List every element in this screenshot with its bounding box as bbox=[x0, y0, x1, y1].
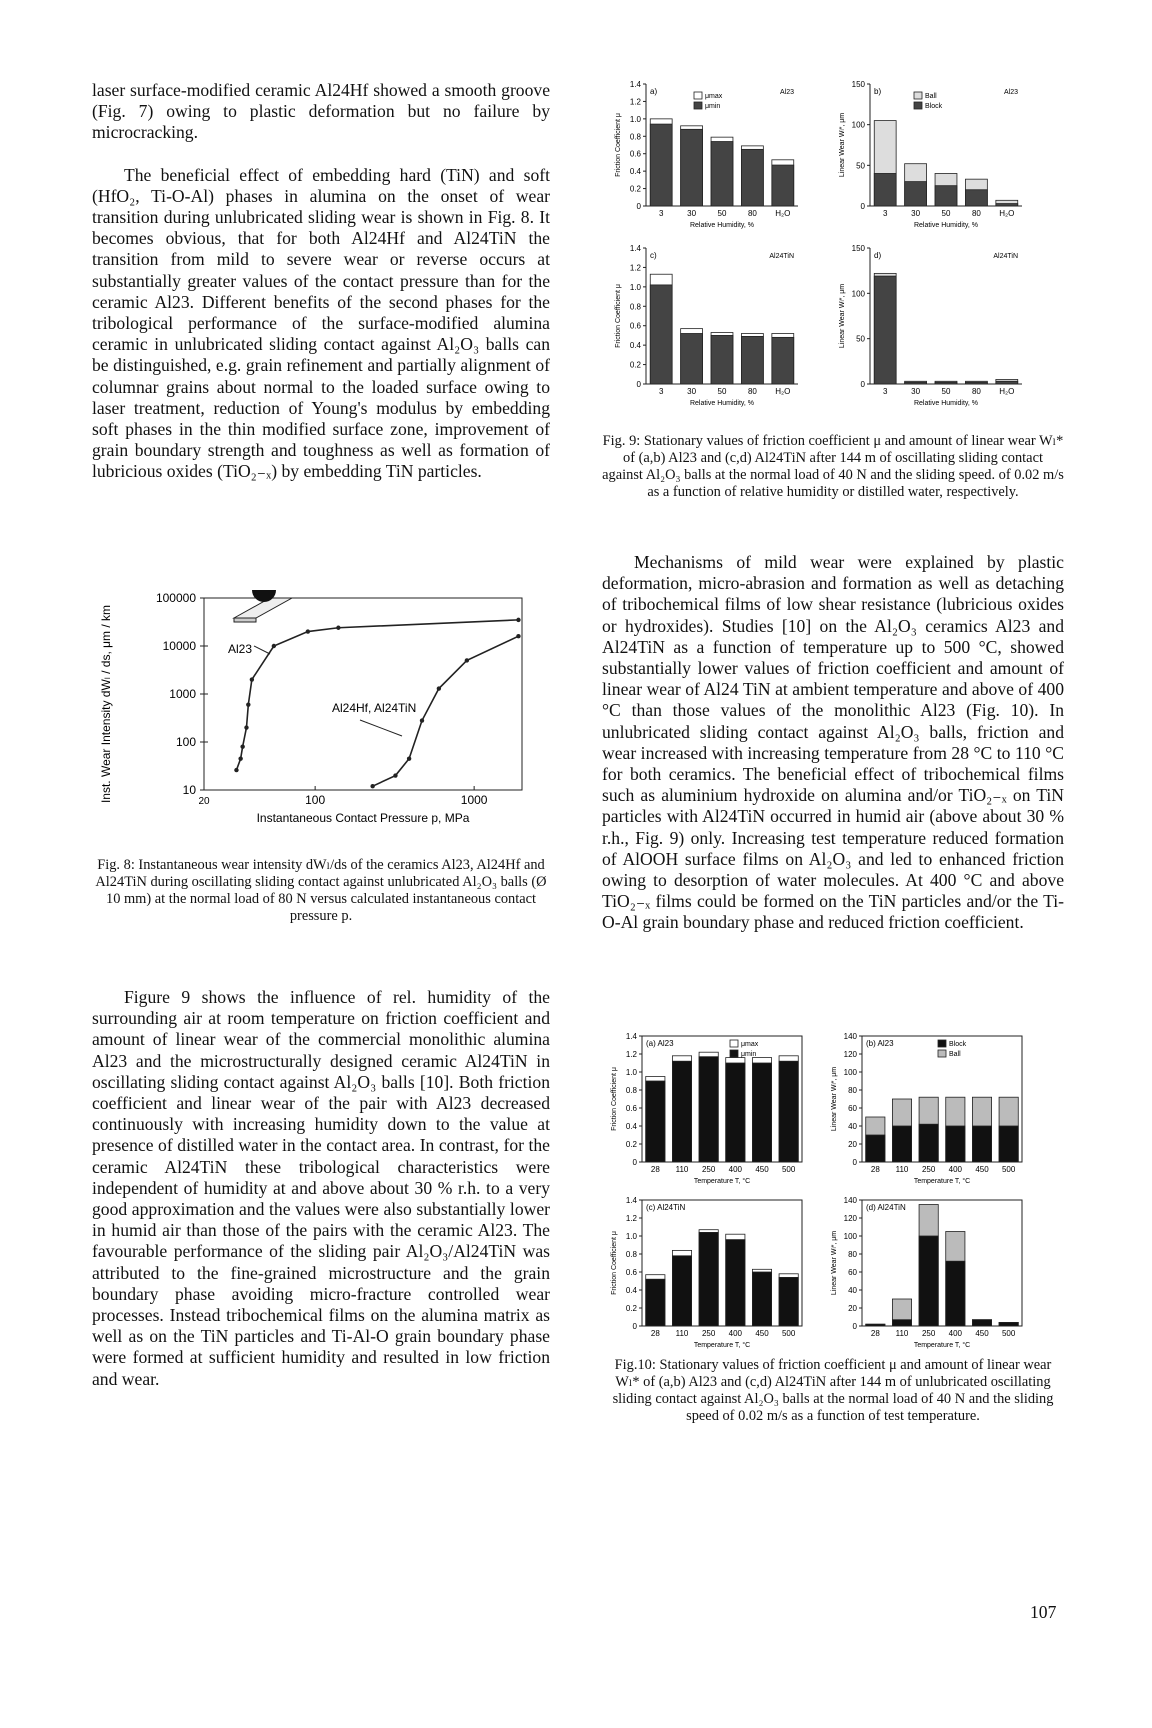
data-point bbox=[336, 626, 340, 630]
y-tick-label: 1.0 bbox=[629, 114, 641, 124]
x-tick-label: 3 bbox=[882, 387, 888, 396]
panel-label: a) bbox=[650, 87, 658, 96]
data-point bbox=[516, 618, 520, 622]
bar-lower bbox=[752, 1063, 771, 1162]
bar-lower bbox=[726, 1063, 745, 1162]
x-tick-label: 450 bbox=[975, 1165, 989, 1174]
y-tick-label: 0.2 bbox=[629, 360, 641, 370]
annotation-al24-leader bbox=[360, 720, 402, 736]
bar-lower bbox=[996, 204, 1018, 206]
x-tick-label: 250 bbox=[701, 1165, 716, 1174]
fig8-caption: Fig. 8: Instantaneous wear intensity dWₗ/ds of the ceramics Al23, Al24Hf and Al24TiN during oscillating sliding contact against unlubricated Al₂O₃ balls (Ø 10 mm) at the normal load of 80 N versus calculated instantaneous contact pressure p. bbox=[95, 857, 547, 924]
fig8-chart bbox=[92, 590, 562, 845]
y-tick-label: 0 bbox=[636, 202, 641, 211]
x-tick-label: 450 bbox=[755, 1165, 769, 1174]
bar-lower bbox=[741, 336, 763, 384]
data-point bbox=[250, 677, 254, 681]
y-tick-label: 140 bbox=[843, 1032, 857, 1041]
y-tick-label: 100 bbox=[851, 289, 865, 299]
y-tick-label: 120 bbox=[843, 1050, 857, 1059]
bar-lower bbox=[905, 182, 927, 206]
y-tick-label: 0 bbox=[632, 1158, 637, 1167]
data-point bbox=[420, 718, 424, 722]
page-number: 107 bbox=[1030, 1602, 1057, 1622]
x-axis-label: Relative Humidity, % bbox=[913, 222, 979, 229]
panel-label: (d) Al24TiN bbox=[866, 1203, 906, 1212]
x-tick-label: 500 bbox=[781, 1329, 796, 1338]
data-point bbox=[407, 756, 411, 760]
bar-lower bbox=[874, 173, 896, 206]
y-tick-label: 60 bbox=[848, 1104, 857, 1113]
x-axis-label: Relative Humidity, % bbox=[913, 400, 979, 407]
legend-swatch bbox=[938, 1050, 946, 1057]
legend-label: Ball bbox=[925, 93, 937, 100]
x-tick-label: 30 bbox=[687, 209, 697, 218]
x-tick-label: H₂O bbox=[775, 387, 791, 396]
y-axis-label: Linear Wear Wₗ*, μm bbox=[839, 112, 846, 178]
bar-lower bbox=[905, 382, 927, 384]
bar-lower bbox=[772, 165, 794, 206]
fig9-caption: Fig. 9: Stationary values of friction coefficient μ and amount of linear wear Wₗ* of (a,b) Al23 and (c,d) Al24TiN after 144 m of oscillating sliding contact against Al₂O₃ balls at the normal load of 40 N and the sliding speed. of 0.02 m/s as a function of relative humidity or distilled water, respectively. bbox=[602, 433, 1064, 500]
y-axis-label: Friction Coefficient μ bbox=[611, 1067, 618, 1131]
x-tick-label: 250 bbox=[921, 1329, 936, 1338]
legend-label: μmin bbox=[741, 1051, 757, 1058]
x-tick-label: 110 bbox=[895, 1165, 909, 1174]
panel-label: c) bbox=[650, 251, 657, 260]
bar-lower bbox=[946, 1126, 965, 1162]
bar-lower bbox=[972, 1320, 991, 1326]
x-axis-label: Temperature T, °C bbox=[693, 1342, 751, 1349]
bar-lower bbox=[672, 1256, 691, 1326]
legend-label: μmin bbox=[705, 103, 721, 110]
x-tick-label: 20 bbox=[198, 796, 210, 807]
legend-swatch bbox=[730, 1040, 738, 1047]
data-point bbox=[272, 644, 276, 648]
y-tick-label: 1.4 bbox=[625, 1032, 637, 1041]
series-line bbox=[236, 620, 518, 770]
y-tick-label: 0.2 bbox=[625, 1140, 637, 1149]
bar-lower bbox=[711, 142, 733, 206]
left-text-bottom bbox=[92, 987, 550, 1390]
y-tick-label: 1.2 bbox=[629, 263, 641, 273]
data-point bbox=[465, 658, 469, 662]
y-tick-label: 0.4 bbox=[625, 1122, 637, 1131]
x-tick-label: 400 bbox=[948, 1165, 963, 1174]
y-tick-label: 0 bbox=[632, 1322, 637, 1331]
y-tick-label: 80 bbox=[848, 1250, 857, 1259]
y-tick-label: 140 bbox=[843, 1196, 857, 1205]
y-tick-label: 100 bbox=[843, 1232, 857, 1241]
panel-material: Al24TiN bbox=[769, 253, 794, 260]
y-tick-label: 0.8 bbox=[629, 132, 641, 142]
data-point bbox=[306, 629, 310, 633]
bar-lower bbox=[752, 1272, 771, 1326]
plot-frame bbox=[642, 1200, 802, 1326]
y-axis-label: Linear Wear Wₗ*, μm bbox=[831, 1230, 838, 1296]
y-tick-label: 1.4 bbox=[629, 244, 641, 253]
y-tick-label: 1.0 bbox=[629, 282, 641, 292]
x-tick-label: 450 bbox=[755, 1329, 769, 1338]
fig10-caption: Fig.10: Stationary values of friction coefficient μ and amount of linear wear Wₗ* of (a,b) Al23 and (c,d) Al24TiN after 144 m of unlubricated oscillating sliding contact against Al₂O₃ balls at the normal load of 40 N and the sliding speed of 0.02 m/s as a function of test temperature. bbox=[612, 1357, 1054, 1424]
bar-lower bbox=[650, 124, 672, 206]
y-axis-label: Friction Coefficient μ bbox=[611, 1231, 618, 1295]
x-axis-label: Temperature T, °C bbox=[693, 1178, 751, 1185]
y-axis-label: Linear Wear Wₗ*, μm bbox=[831, 1066, 838, 1132]
y-tick-label: 100000 bbox=[155, 591, 196, 605]
bar-lower bbox=[681, 333, 703, 384]
left-paragraph-2: The beneficial effect of embedding hard (TiN) and soft (HfO₂, Ti-O-Al) phases in alumina on the onset of wear transition during unlubricated sliding wear is shown in Fig. 8. It becomes obvious, that for both Al24Hf and Al24TiN the transition from mild to severe wear or reverse occurs at substantially greater values of the contact pressure than for the ceramic Al23. Different benefits of the second phases for the tribological performance of the surface-modified alumina ceramic in unlubricated sliding contact against Al₂O₃ balls can be distinguished, e.g. grain refinement and partially alignment of columnar grains about normal to the loaded surface owing to laser treatment, reduction of Young's modulus by embedding soft phases in the thin modified surface zone, improvement of grain boundary strength and toughness as well as formation of lubricious oxides (TiO₂₋ₓ) by embedding TiN particles. bbox=[92, 164, 550, 482]
bar-lower bbox=[946, 1261, 965, 1326]
x-tick-label: 500 bbox=[1001, 1165, 1016, 1174]
y-tick-label: 1.2 bbox=[629, 97, 641, 107]
bar-lower bbox=[972, 1126, 991, 1162]
x-tick-label: 3 bbox=[882, 209, 888, 218]
bar-lower bbox=[646, 1279, 665, 1326]
y-tick-label: 0.6 bbox=[629, 321, 641, 331]
panel-label: (b) Al23 bbox=[866, 1039, 894, 1048]
x-tick-label: 28 bbox=[650, 1165, 660, 1174]
y-tick-label: 0.8 bbox=[625, 1086, 637, 1095]
legend-label: μmax bbox=[741, 1041, 759, 1048]
bar-lower bbox=[935, 382, 957, 384]
data-point bbox=[370, 784, 374, 788]
x-tick-label: 80 bbox=[747, 387, 757, 396]
x-tick-label: 28 bbox=[870, 1329, 880, 1338]
bar-lower bbox=[699, 1232, 718, 1326]
x-tick-label: 50 bbox=[941, 209, 951, 218]
legend-swatch bbox=[694, 92, 702, 99]
x-tick-label: 28 bbox=[650, 1329, 660, 1338]
bar-lower bbox=[935, 186, 957, 206]
x-tick-label: 250 bbox=[701, 1329, 716, 1338]
y-tick-label: 1.2 bbox=[625, 1214, 637, 1223]
bar-lower bbox=[772, 337, 794, 384]
data-point bbox=[516, 634, 520, 638]
x-tick-label: H₂O bbox=[999, 387, 1015, 396]
panel-label: (a) Al23 bbox=[646, 1039, 674, 1048]
y-tick-label: 80 bbox=[848, 1086, 857, 1095]
data-point bbox=[393, 773, 397, 777]
y-axis-label: Friction Coefficient μ bbox=[615, 284, 622, 348]
x-tick-label: 400 bbox=[728, 1165, 743, 1174]
y-axis-label: Inst. Wear Intensity dWₗ / ds, μm / km bbox=[99, 604, 113, 804]
x-tick-label: 500 bbox=[1001, 1329, 1016, 1338]
right-text bbox=[602, 552, 1064, 934]
y-tick-label: 0.4 bbox=[629, 341, 641, 351]
x-tick-label: 250 bbox=[921, 1165, 936, 1174]
bar-lower bbox=[919, 1236, 938, 1326]
x-tick-label: 100 bbox=[305, 793, 326, 807]
y-tick-label: 0.2 bbox=[629, 184, 641, 194]
bar-lower bbox=[672, 1061, 691, 1162]
x-tick-label: 50 bbox=[941, 387, 951, 396]
legend-swatch bbox=[914, 102, 922, 109]
legend-label: μmax bbox=[705, 93, 723, 100]
bar-lower bbox=[699, 1057, 718, 1162]
bar-lower bbox=[965, 190, 987, 206]
x-tick-label: 80 bbox=[971, 387, 981, 396]
annotation-al23: Al23 bbox=[228, 642, 253, 656]
panel-label: b) bbox=[874, 87, 882, 96]
x-axis-label: Temperature T, °C bbox=[913, 1178, 971, 1185]
plot-frame bbox=[862, 1200, 1022, 1326]
y-tick-label: 0 bbox=[852, 1158, 857, 1167]
data-point bbox=[234, 768, 238, 772]
y-tick-label: 120 bbox=[843, 1214, 857, 1223]
y-tick-label: 0 bbox=[852, 1322, 857, 1331]
annotation-al24: Al24Hf, Al24TiN bbox=[332, 701, 417, 715]
y-tick-label: 100 bbox=[175, 735, 196, 749]
legend-label: Ball bbox=[949, 1051, 961, 1058]
left-paragraph-3: Figure 9 shows the influence of rel. humidity of the surrounding air at room temperature on friction coefficient and amount of linear wear of the commercial monolithic alumina Al23 and the microstructurally designed ceramic Al24TiN in oscillating sliding contact against Al₂O₃ balls [10]. Both friction coefficient and linear wear of the pair with Al23 decreased continuously with increasing humidity down to the value at presence of distilled water in the contact area. In contrast, for the ceramic Al24TiN these tribological characteristics were independent of humidity at and above about 30 % r.h. to a very good approximation and the values were also substantially lower in humid air than those of the pairs with the ceramic Al23. The favourable performance of the sliding pair Al₂O₃/Al24TiN was attributed to the fine-grained microstructure and the grain boundary phase avoiding micro-fracture controlled wear processes. Instead tribochemical films on the alumina matrix as well as on the TiN particles and Ti-Al-O grain boundary phase were formed at sufficient humidity and resulted in low friction and wear. bbox=[92, 987, 550, 1389]
bar-lower bbox=[741, 149, 763, 206]
panel-label: (c) Al24TiN bbox=[646, 1203, 686, 1212]
bar-lower bbox=[892, 1320, 911, 1326]
data-point bbox=[240, 744, 244, 748]
x-tick-label: 50 bbox=[717, 209, 727, 218]
legend-swatch bbox=[938, 1040, 946, 1047]
y-tick-label: 0 bbox=[860, 202, 865, 211]
x-tick-label: 28 bbox=[870, 1165, 880, 1174]
y-tick-label: 1.0 bbox=[625, 1232, 637, 1241]
y-axis-label: Friction Coefficient μ bbox=[615, 113, 622, 177]
x-tick-label: 1000 bbox=[460, 793, 488, 807]
data-point bbox=[244, 725, 248, 729]
bar-lower bbox=[779, 1061, 798, 1162]
y-tick-label: 0 bbox=[860, 380, 865, 389]
bar-lower bbox=[892, 1126, 911, 1162]
x-tick-label: 80 bbox=[747, 209, 757, 218]
y-tick-label: 50 bbox=[856, 334, 865, 344]
y-tick-label: 0.8 bbox=[625, 1250, 637, 1259]
data-point bbox=[246, 702, 250, 706]
bar-lower bbox=[866, 1135, 885, 1162]
y-tick-label: 0 bbox=[636, 380, 641, 389]
x-tick-label: 50 bbox=[717, 387, 727, 396]
left-paragraph-1: laser surface-modified ceramic Al24Hf showed a smooth groove (Fig. 7) owing to plastic deformation but no failure by microcracking. bbox=[92, 80, 550, 143]
y-tick-label: 0.4 bbox=[625, 1286, 637, 1295]
panel-material: Al23 bbox=[1003, 89, 1018, 96]
panel-material: Al23 bbox=[779, 89, 794, 96]
annotation-al23-leader bbox=[254, 646, 270, 654]
y-tick-label: 0.6 bbox=[629, 149, 641, 159]
legend-label: Block bbox=[949, 1041, 967, 1048]
x-tick-label: 110 bbox=[675, 1329, 689, 1338]
bar-lower bbox=[681, 129, 703, 206]
x-tick-label: 400 bbox=[948, 1329, 963, 1338]
y-axis-label: Linear Wear Wₗ*, μm bbox=[839, 283, 846, 349]
legend-swatch bbox=[914, 92, 922, 99]
right-paragraph-1: Mechanisms of mild wear were explained by plastic deformation, micro-abrasion and formation as well as detaching of tribochemical films of low shear resistance (lubricious oxides or hydroxides). Studies [10] on the Al₂O₃ ceramics Al23 and Al24TiN as a function of temperature up to 500 °C, showed substantially lower values of friction coefficient and amount of linear wear of Al24 TiN at ambient temperature and above of 400 °C than those values of the monolithic Al23 (Fig. 10). In unlubricated sliding contact against Al₂O₃ balls, friction and wear increased with increasing temperature from 28 °C to 110 °C for both ceramics. The beneficial effect of tribochemical films such as aluminium hydroxide on alumina and/or TiO₂₋ₓ on TiN particles with Al24TiN occurred in humid air (above about 30 % r.h., Fig. 9) only. Increasing test temperature reduced formation of AlOOH surface films on Al₂O₃ and led to enhanced friction owing to desorption of water molecules. At 400 °C and above TiO₂₋ₓ films could be formed on the TiN particles and/or the Ti-O-Al grain boundary phase and reduced friction coefficient. bbox=[602, 552, 1064, 933]
x-tick-label: 80 bbox=[971, 209, 981, 218]
x-tick-label: 30 bbox=[687, 387, 697, 396]
panel-label: d) bbox=[874, 251, 882, 260]
legend-label: Block bbox=[925, 103, 943, 110]
bar-lower bbox=[919, 1124, 938, 1162]
x-tick-label: 30 bbox=[911, 209, 921, 218]
x-axis-label: Temperature T, °C bbox=[913, 1342, 971, 1349]
bar-lower bbox=[996, 381, 1018, 384]
legend-swatch bbox=[694, 102, 702, 109]
y-tick-label: 100 bbox=[851, 120, 865, 130]
y-tick-label: 10 bbox=[182, 783, 196, 797]
y-tick-label: 100 bbox=[843, 1068, 857, 1077]
plot-frame bbox=[642, 1036, 802, 1162]
bar-lower bbox=[779, 1277, 798, 1326]
y-tick-label: 40 bbox=[848, 1122, 857, 1131]
x-axis-label: Relative Humidity, % bbox=[689, 222, 755, 229]
x-tick-label: 3 bbox=[658, 387, 664, 396]
bar-lower bbox=[646, 1081, 665, 1162]
y-tick-label: 150 bbox=[851, 80, 865, 89]
y-tick-label: 150 bbox=[851, 244, 865, 253]
x-tick-label: 110 bbox=[675, 1165, 689, 1174]
bar-lower bbox=[965, 382, 987, 384]
y-tick-label: 1.4 bbox=[625, 1196, 637, 1205]
y-tick-label: 1.0 bbox=[625, 1068, 637, 1077]
y-tick-label: 0.4 bbox=[629, 167, 641, 177]
x-tick-label: 450 bbox=[975, 1329, 989, 1338]
data-point bbox=[437, 686, 441, 690]
y-tick-label: 60 bbox=[848, 1268, 857, 1277]
bar-lower bbox=[866, 1324, 885, 1326]
y-tick-label: 1.2 bbox=[625, 1050, 637, 1059]
y-tick-label: 20 bbox=[848, 1140, 857, 1149]
bar-lower bbox=[726, 1240, 745, 1326]
left-text-top bbox=[92, 80, 550, 483]
panel-material: Al24TiN bbox=[993, 253, 1018, 260]
y-tick-label: 50 bbox=[856, 161, 865, 171]
y-tick-label: 1.4 bbox=[629, 80, 641, 89]
y-tick-label: 20 bbox=[848, 1304, 857, 1313]
y-tick-label: 0.2 bbox=[625, 1304, 637, 1313]
fig10-chart bbox=[602, 1030, 1060, 1352]
bar-lower bbox=[650, 285, 672, 384]
x-tick-label: 110 bbox=[895, 1329, 909, 1338]
y-tick-label: 10000 bbox=[162, 639, 196, 653]
inset-block-side bbox=[234, 618, 256, 622]
bar-lower bbox=[711, 335, 733, 384]
y-tick-label: 40 bbox=[848, 1286, 857, 1295]
legend-swatch bbox=[730, 1050, 738, 1057]
x-tick-label: 30 bbox=[911, 387, 921, 396]
x-tick-label: H₂O bbox=[775, 209, 791, 218]
y-tick-label: 0.8 bbox=[629, 302, 641, 312]
y-tick-label: 0.6 bbox=[625, 1104, 637, 1113]
x-axis-label: Instantaneous Contact Pressure p, MPa bbox=[256, 811, 470, 825]
x-tick-label: 400 bbox=[728, 1329, 743, 1338]
x-tick-label: 3 bbox=[658, 209, 664, 218]
y-tick-label: 1000 bbox=[169, 687, 196, 701]
bar-lower bbox=[874, 276, 896, 384]
bar-lower bbox=[999, 1126, 1018, 1162]
x-tick-label: H₂O bbox=[999, 209, 1015, 218]
x-axis-label: Relative Humidity, % bbox=[689, 400, 755, 407]
y-tick-label: 0.6 bbox=[625, 1268, 637, 1277]
data-point bbox=[238, 756, 242, 760]
x-tick-label: 500 bbox=[781, 1165, 796, 1174]
bar-lower bbox=[999, 1322, 1018, 1326]
fig9-chart bbox=[602, 78, 1060, 430]
